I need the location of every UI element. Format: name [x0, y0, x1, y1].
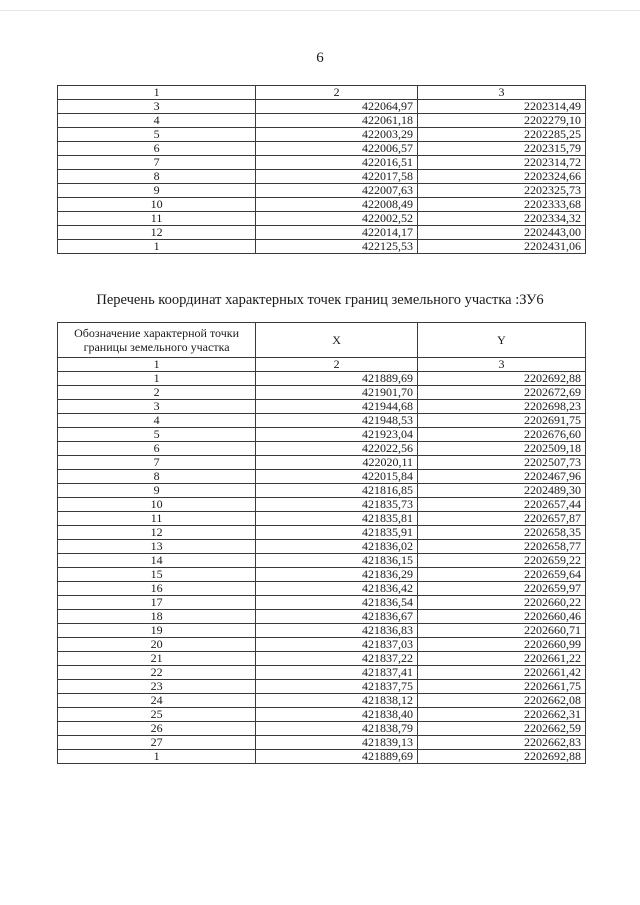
table-row [58, 708, 586, 722]
y-coordinate-cell: 2202661,42 [418, 666, 586, 680]
table-row [58, 624, 586, 638]
header-point-designation: Обозначение характерной точки границы земельного участка [58, 323, 256, 358]
x-coordinate-cell: 421837,03 [256, 638, 418, 652]
y-coordinate-cell: 2202659,22 [418, 554, 586, 568]
table-row [58, 540, 586, 554]
point-number-cell: 8 [58, 170, 256, 184]
table-row [58, 128, 586, 142]
table-row [58, 100, 586, 114]
x-coordinate-cell: 422020,11 [256, 456, 418, 470]
point-number-cell: 5 [58, 128, 256, 142]
table-row [58, 142, 586, 156]
table-row [58, 114, 586, 128]
x-coordinate-cell: 422007,63 [256, 184, 418, 198]
x-coordinate-cell: 421838,12 [256, 694, 418, 708]
y-coordinate-cell: 2202314,49 [418, 100, 586, 114]
point-number-cell: 18 [58, 610, 256, 624]
x-coordinate-cell: 422064,97 [256, 100, 418, 114]
point-number-cell: 19 [58, 624, 256, 638]
y-coordinate-cell: 2202443,00 [418, 226, 586, 240]
table-row [58, 240, 586, 254]
y-coordinate-cell: 2202658,35 [418, 526, 586, 540]
x-coordinate-cell: 421836,54 [256, 596, 418, 610]
y-coordinate-cell: 2202661,22 [418, 652, 586, 666]
y-coordinate-cell: 2202676,60 [418, 428, 586, 442]
point-number-cell: 9 [58, 184, 256, 198]
y-coordinate-cell: 2202659,97 [418, 582, 586, 596]
x-coordinate-cell: 421816,85 [256, 484, 418, 498]
column-number-row [58, 86, 586, 100]
table-row [58, 428, 586, 442]
x-coordinate-cell: 421837,41 [256, 666, 418, 680]
table-row [58, 526, 586, 540]
y-coordinate-cell: 2202662,08 [418, 694, 586, 708]
y-coordinate-cell: 2202660,22 [418, 596, 586, 610]
table-row [58, 386, 586, 400]
table-row [58, 694, 586, 708]
point-number-cell: 27 [58, 736, 256, 750]
y-coordinate-cell: 2202662,31 [418, 708, 586, 722]
y-coordinate-cell: 2202509,18 [418, 442, 586, 456]
point-number-cell: 11 [58, 212, 256, 226]
x-coordinate-cell: 422017,58 [256, 170, 418, 184]
y-coordinate-cell: 2202691,75 [418, 414, 586, 428]
point-number-cell: 7 [58, 156, 256, 170]
table-row [58, 372, 586, 386]
point-number-cell: 3 [58, 100, 256, 114]
table-row [58, 666, 586, 680]
x-coordinate-cell: 421948,53 [256, 414, 418, 428]
y-coordinate-cell: 2202333,68 [418, 198, 586, 212]
y-coordinate-cell: 2202467,96 [418, 470, 586, 484]
table-row [58, 456, 586, 470]
y-coordinate-cell: 2202658,77 [418, 540, 586, 554]
table-caption-zu6: Перечень координат характерных точек границ земельного участка :ЗУ6 [96, 292, 544, 308]
x-coordinate-cell: 421836,83 [256, 624, 418, 638]
point-number-cell: 6 [58, 142, 256, 156]
point-number-cell: 12 [58, 226, 256, 240]
table-row [58, 554, 586, 568]
table-row [58, 184, 586, 198]
point-number-cell: 17 [58, 596, 256, 610]
point-number-cell: 3 [58, 400, 256, 414]
y-coordinate-cell: 2202698,23 [418, 400, 586, 414]
point-number-cell: 12 [58, 526, 256, 540]
point-number-cell: 1 [58, 372, 256, 386]
table-row [58, 582, 586, 596]
y-coordinate-cell: 2202660,71 [418, 624, 586, 638]
table-row [58, 512, 586, 526]
x-coordinate-cell: 422002,52 [256, 212, 418, 226]
point-number-cell: 15 [58, 568, 256, 582]
column-number-cell: 1 [58, 358, 256, 372]
coordinates-table-zu6 [57, 322, 586, 764]
table-row [58, 638, 586, 652]
point-number-cell: 13 [58, 540, 256, 554]
x-coordinate-cell: 422022,56 [256, 442, 418, 456]
x-coordinate-cell: 421835,81 [256, 512, 418, 526]
x-coordinate-cell: 421901,70 [256, 386, 418, 400]
x-coordinate-cell: 421836,15 [256, 554, 418, 568]
y-coordinate-cell: 2202659,64 [418, 568, 586, 582]
table-row [58, 414, 586, 428]
y-coordinate-cell: 2202692,88 [418, 750, 586, 764]
point-number-cell: 25 [58, 708, 256, 722]
column-number-cell: 2 [256, 358, 418, 372]
header-y: Y [418, 323, 586, 358]
y-coordinate-cell: 2202507,73 [418, 456, 586, 470]
x-coordinate-cell: 421836,42 [256, 582, 418, 596]
x-coordinate-cell: 421889,69 [256, 750, 418, 764]
x-coordinate-cell: 421836,02 [256, 540, 418, 554]
x-coordinate-cell: 422008,49 [256, 198, 418, 212]
y-coordinate-cell: 2202325,73 [418, 184, 586, 198]
point-number-cell: 20 [58, 638, 256, 652]
table-row [58, 610, 586, 624]
y-coordinate-cell: 2202489,30 [418, 484, 586, 498]
x-coordinate-cell: 421838,79 [256, 722, 418, 736]
point-number-cell: 1 [58, 750, 256, 764]
point-number-cell: 21 [58, 652, 256, 666]
table-row [58, 198, 586, 212]
coordinates-table-continued [57, 85, 586, 254]
x-coordinate-cell: 421836,67 [256, 610, 418, 624]
y-coordinate-cell: 2202660,46 [418, 610, 586, 624]
x-coordinate-cell: 422015,84 [256, 470, 418, 484]
table-row [58, 226, 586, 240]
table-row [58, 722, 586, 736]
point-number-cell: 6 [58, 442, 256, 456]
x-coordinate-cell: 422006,57 [256, 142, 418, 156]
y-coordinate-cell: 2202324,66 [418, 170, 586, 184]
page-number: 6 [316, 50, 324, 66]
x-coordinate-cell: 421923,04 [256, 428, 418, 442]
table-row [58, 212, 586, 226]
y-coordinate-cell: 2202692,88 [418, 372, 586, 386]
table-header-row [58, 323, 586, 358]
y-coordinate-cell: 2202334,32 [418, 212, 586, 226]
point-number-cell: 26 [58, 722, 256, 736]
point-number-cell: 24 [58, 694, 256, 708]
table-row [58, 596, 586, 610]
y-coordinate-cell: 2202315,79 [418, 142, 586, 156]
top-rule [0, 10, 640, 11]
x-coordinate-cell: 422061,18 [256, 114, 418, 128]
header-x: X [256, 323, 418, 358]
y-coordinate-cell: 2202662,83 [418, 736, 586, 750]
point-number-cell: 22 [58, 666, 256, 680]
point-number-cell: 10 [58, 498, 256, 512]
x-coordinate-cell: 421837,75 [256, 680, 418, 694]
table-row [58, 736, 586, 750]
point-number-cell: 5 [58, 428, 256, 442]
point-number-cell: 10 [58, 198, 256, 212]
table-row [58, 652, 586, 666]
table-row [58, 498, 586, 512]
y-coordinate-cell: 2202657,87 [418, 512, 586, 526]
column-number-cell: 1 [58, 86, 256, 100]
table-row [58, 484, 586, 498]
table-row [58, 442, 586, 456]
x-coordinate-cell: 422014,17 [256, 226, 418, 240]
x-coordinate-cell: 421944,68 [256, 400, 418, 414]
y-coordinate-cell: 2202662,59 [418, 722, 586, 736]
column-number-row [58, 358, 586, 372]
point-number-cell: 16 [58, 582, 256, 596]
point-number-cell: 14 [58, 554, 256, 568]
x-coordinate-cell: 421835,91 [256, 526, 418, 540]
x-coordinate-cell: 421836,29 [256, 568, 418, 582]
table-row [58, 156, 586, 170]
point-number-cell: 9 [58, 484, 256, 498]
point-number-cell: 4 [58, 414, 256, 428]
table-row [58, 680, 586, 694]
x-coordinate-cell: 421837,22 [256, 652, 418, 666]
table-row [58, 750, 586, 764]
x-coordinate-cell: 422125,53 [256, 240, 418, 254]
x-coordinate-cell: 421889,69 [256, 372, 418, 386]
point-number-cell: 11 [58, 512, 256, 526]
point-number-cell: 4 [58, 114, 256, 128]
y-coordinate-cell: 2202672,69 [418, 386, 586, 400]
y-coordinate-cell: 2202285,25 [418, 128, 586, 142]
point-number-cell: 7 [58, 456, 256, 470]
y-coordinate-cell: 2202657,44 [418, 498, 586, 512]
column-number-cell: 2 [256, 86, 418, 100]
x-coordinate-cell: 421838,40 [256, 708, 418, 722]
point-number-cell: 2 [58, 386, 256, 400]
column-number-cell: 3 [418, 86, 586, 100]
table-row [58, 400, 586, 414]
x-coordinate-cell: 422016,51 [256, 156, 418, 170]
point-number-cell: 1 [58, 240, 256, 254]
point-number-cell: 8 [58, 470, 256, 484]
x-coordinate-cell: 422003,29 [256, 128, 418, 142]
y-coordinate-cell: 2202661,75 [418, 680, 586, 694]
column-number-cell: 3 [418, 358, 586, 372]
point-number-cell: 23 [58, 680, 256, 694]
y-coordinate-cell: 2202314,72 [418, 156, 586, 170]
table-row [58, 568, 586, 582]
y-coordinate-cell: 2202431,06 [418, 240, 586, 254]
x-coordinate-cell: 421835,73 [256, 498, 418, 512]
table-row [58, 170, 586, 184]
y-coordinate-cell: 2202660,99 [418, 638, 586, 652]
x-coordinate-cell: 421839,13 [256, 736, 418, 750]
y-coordinate-cell: 2202279,10 [418, 114, 586, 128]
table-row [58, 470, 586, 484]
